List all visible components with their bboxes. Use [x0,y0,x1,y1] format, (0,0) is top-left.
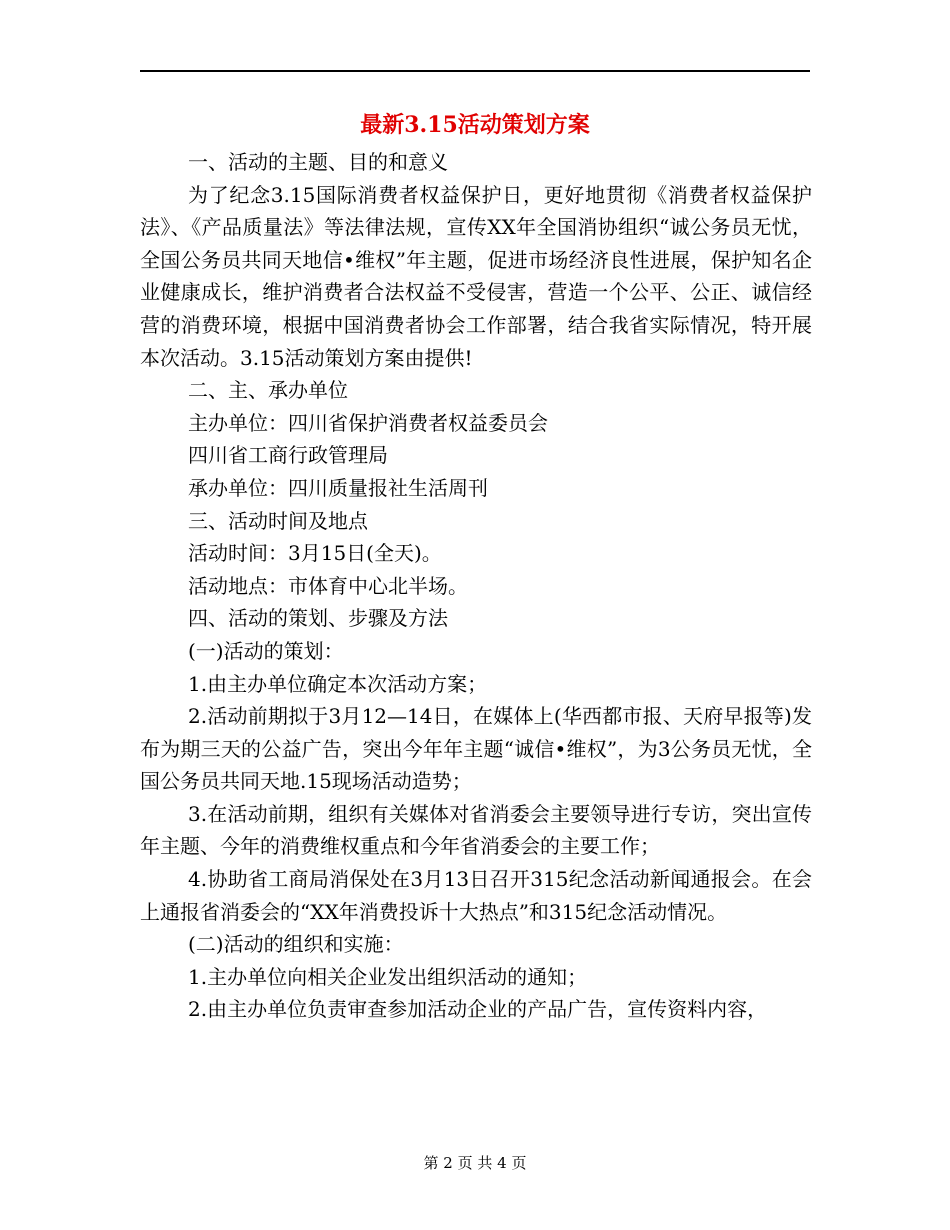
list-item: 3.在活动前期，组织有关媒体对省消委会主要领导进行专访，突出宣传年主题、今年的消费维权重点和今年省消委会的主要工作； [140,801,812,859]
co-organizer: 承办单位：四川质量报社生活周刊 [188,475,488,500]
host-organizer-2: 四川省工商行政管理局 [188,443,388,468]
section-heading-2: 二、主、承办单位 [188,378,348,403]
paragraph-purpose: 为了纪念3.15国际消费者权益保护日，更好地贯彻《消费者权益保护法》、《产品质量法》等法律法规，宣传XX年全国消协组织“诚公务员无忧，全国公务员共同天地信•维权”年主题，促进市场经济良性进展，保护知名企业健康成长，维护消费者合法权益不受侵害，营造一个公平、公正、诚信经营的消费环境，根据中国消费者协会工作部署，结合我省实际情况，特开展本次活动。3.15活动策划方案由提供! [140,182,812,370]
list-item: 4.协助省工商局消保处在3月13日召开315纪念活动新闻通报会。在会上通报省消委会的“XX年消费投诉十大热点”和315纪念活动情况。 [140,867,812,924]
host-organizer: 主办单位：四川省保护消费者权益委员会 [188,410,548,435]
document-title: 最新3.15活动策划方案 [360,112,590,138]
list-item: 1.由主办单位确定本次活动方案； [188,671,488,696]
list-item: 2.由主办单位负责审查参加活动企业的产品广告，宣传资料内容， [188,997,768,1022]
list-item: 2.活动前期拟于3月12—14日，在媒体上(华西都市报、天府早报等)发布为期三天的公益广告，突出今年年主题“诚信•维权”，为3公务员无忧，全国公务员共同天地.15现场活动造势； [140,704,812,794]
subsection-planning: (一)活动的策划： [188,638,344,663]
header-rule [140,70,810,72]
document-body [140,146,812,1026]
list-item: 1.主办单位向相关企业发出组织活动的通知； [188,964,588,989]
event-location: 活动地点：市体育中心北半场。 [188,573,468,598]
section-heading-3: 三、活动时间及地点 [188,508,368,533]
section-heading-4: 四、活动的策划、步骤及方法 [188,606,448,631]
section-heading-1: 一、活动的主题、目的和意义 [188,150,448,174]
subsection-implementation: (二)活动的组织和实施： [188,932,404,957]
event-time: 活动时间：3月15日(全天)。 [188,541,442,566]
page-footer: 第 2 页 共 4 页 [423,1154,527,1172]
